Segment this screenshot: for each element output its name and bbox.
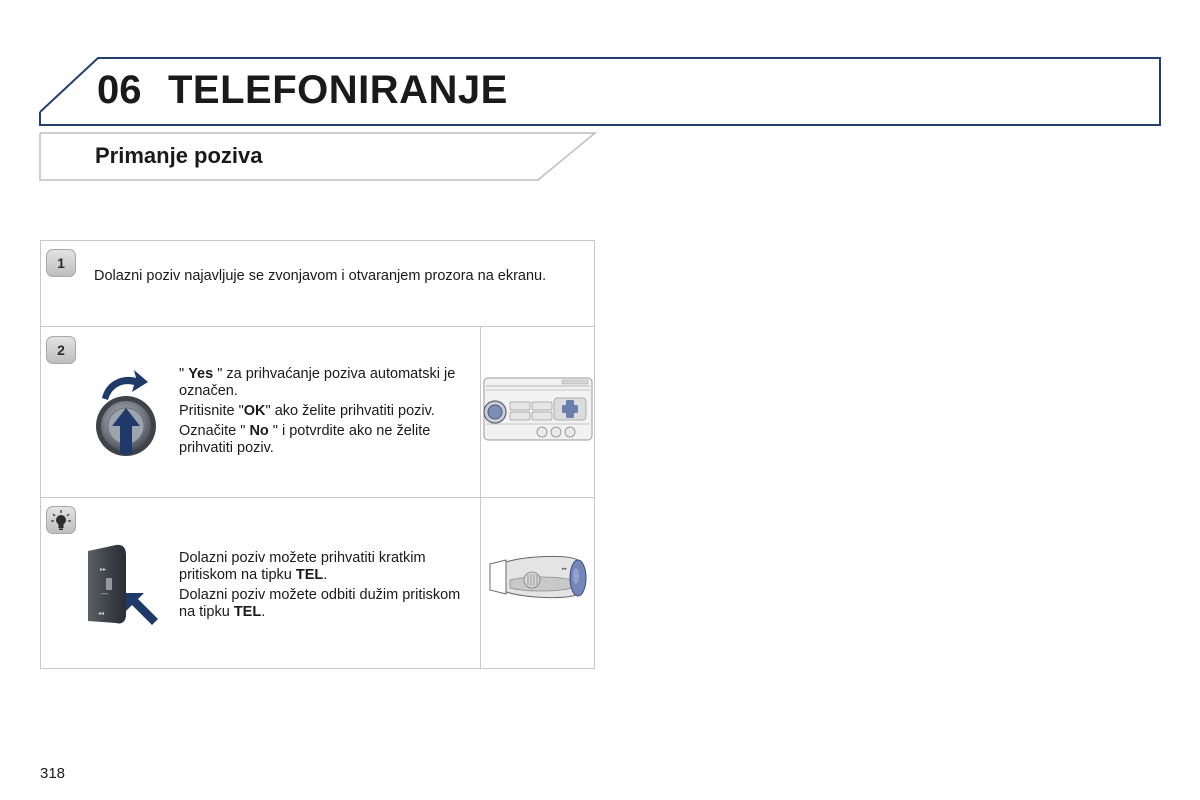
step-2-line-2: Pritisnite "OK" ako želite prihvatiti poziv. xyxy=(179,403,435,419)
step-2-text xyxy=(179,366,475,460)
radio-head-unit-illustration xyxy=(482,372,594,447)
rotary-knob-illustration xyxy=(90,362,162,460)
instruction-table xyxy=(40,240,595,669)
section-title: Primanje poziva xyxy=(95,143,263,168)
steering-stalk-tel-illustration xyxy=(86,543,162,625)
step-2-line-1: " Yes " za prihvaćanje poziva automatski je označen. xyxy=(179,366,456,399)
svg-text:◂◂: ◂◂ xyxy=(98,611,105,617)
step-2-line-3: Označite " No " i potvrdite ako ne želite prihvatiti poziv. xyxy=(179,423,431,456)
lightbulb-icon xyxy=(46,506,76,534)
chapter-number: 06 xyxy=(97,68,142,112)
stalk-side-view-illustration xyxy=(486,550,590,614)
tip-line-1: Dolazni poziv možete prihvatiti kratkim pritiskom na tipku TEL. xyxy=(179,550,426,583)
tip-line-2: Dolazni poziv možete odbiti dužim pritiskom na tipku TEL. xyxy=(179,587,461,620)
step-1-text xyxy=(94,268,564,288)
tip-text xyxy=(179,550,475,624)
svg-text:▸▸: ▸▸ xyxy=(100,567,107,573)
svg-text:⌒: ⌒ xyxy=(100,593,110,603)
svg-text:▸▸: ▸▸ xyxy=(562,566,568,572)
step-1-paragraph: Dolazni poziv najavljuje se zvonjavom i otvaranjem prozora na ekranu. xyxy=(94,268,547,284)
page-number: 318 xyxy=(40,765,66,782)
tip-badge xyxy=(46,506,76,534)
step-2-badge: 2 xyxy=(46,336,76,364)
chapter-title: TELEFONIRANJE xyxy=(168,68,508,112)
step-1-badge: 1 xyxy=(46,249,76,277)
